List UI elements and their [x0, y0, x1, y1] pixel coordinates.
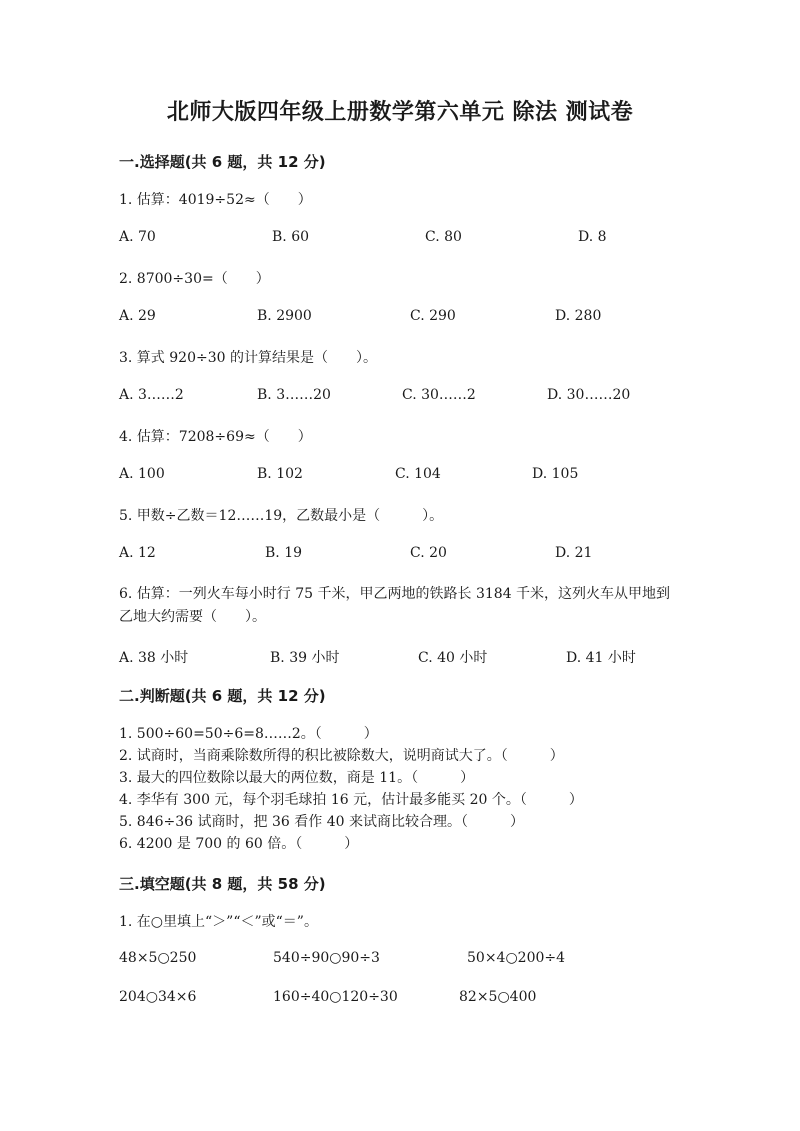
judge-item-5: 5. 846÷36 试商时，把 36 看作 40 来试商比较合理。（ ） [119, 814, 524, 830]
question-5-option-d: D. 21 [555, 545, 593, 561]
question-2-option-c: C. 290 [410, 308, 456, 324]
question-1-option-a: A. 70 [119, 229, 156, 245]
judge-item-1: 1. 500÷60=50÷6=8……2。（ ） [119, 726, 378, 742]
question-4: 4. 估算：7208÷69≈（ ） [119, 429, 312, 445]
question-4-option-a: A. 100 [119, 466, 165, 482]
judge-item-2: 2. 试商时，当商乘除数所得的积比被除数大，说明商试大了。（ ） [119, 748, 564, 764]
question-3-option-d: D. 30……20 [547, 387, 631, 403]
question-1-option-d: D. 8 [578, 229, 607, 245]
section-heading-fill: 三.填空题(共 8 题，共 58 分) [119, 875, 326, 893]
question-2-option-b: B. 2900 [257, 308, 312, 324]
compare-item: 82×5○400 [459, 989, 537, 1005]
question-5-option-a: A. 12 [119, 545, 156, 561]
question-6-option-c: C. 40 小时 [418, 650, 488, 666]
question-6-option-d: D. 41 小时 [566, 650, 636, 666]
question-2: 2. 8700÷30=（ ） [119, 271, 270, 287]
question-3: 3. 算式 920÷30 的计算结果是（ ）。 [119, 350, 377, 366]
question-4-option-c: C. 104 [395, 466, 441, 482]
question-3-option-c: C. 30……2 [402, 387, 476, 403]
question-5: 5. 甲数÷乙数＝12……19，乙数最小是（ ）。 [119, 508, 444, 524]
section-heading-choice: 一.选择题(共 6 题，共 12 分) [119, 153, 326, 171]
question-4-option-b: B. 102 [257, 466, 303, 482]
question-1-option-c: C. 80 [425, 229, 462, 245]
compare-item: 204○34×6 [119, 989, 197, 1005]
question-3-option-b: B. 3……20 [257, 387, 331, 403]
judge-item-6: 6. 4200 是 700 的 60 倍。（ ） [119, 836, 359, 852]
question-4-option-d: D. 105 [532, 466, 579, 482]
question-6-option-a: A. 38 小时 [119, 650, 189, 666]
question-1-option-b: B. 60 [272, 229, 310, 245]
question-6-option-b: B. 39 小时 [270, 650, 340, 666]
judge-item-4: 4. 李华有 300 元，每个羽毛球拍 16 元，估计最多能买 20 个。（ ） [119, 792, 583, 808]
compare-item: 540÷90○90÷3 [273, 950, 380, 966]
question-2-option-d: D. 280 [555, 308, 602, 324]
question-3-option-a: A. 3……2 [119, 387, 184, 403]
compare-item: 50×4○200÷4 [467, 950, 566, 966]
compare-item: 48×5○250 [119, 950, 197, 966]
question-6: 6. 估算：一列火车每小时行 75 千米，甲乙两地的铁路长 3184 千米，这列火车从甲地到乙地大约需要（ ）。 [119, 586, 671, 625]
page-title: 北师大版四年级上册数学第六单元 除法 测试卷 [166, 100, 634, 125]
section-heading-judge: 二.判断题(共 6 题，共 12 分) [119, 687, 326, 705]
judge-item-3: 3. 最大的四位数除以最大的两位数，商是 11。（ ） [119, 770, 475, 786]
fill-question-1: 1. 在○里填上“＞”“＜”或“＝”。 [119, 914, 318, 930]
question-2-option-a: A. 29 [119, 308, 156, 324]
question-1: 1. 估算：4019÷52≈（ ） [119, 192, 312, 208]
compare-item: 160÷40○120÷30 [273, 989, 398, 1005]
question-5-option-c: C. 20 [410, 545, 447, 561]
question-5-option-b: B. 19 [265, 545, 303, 561]
